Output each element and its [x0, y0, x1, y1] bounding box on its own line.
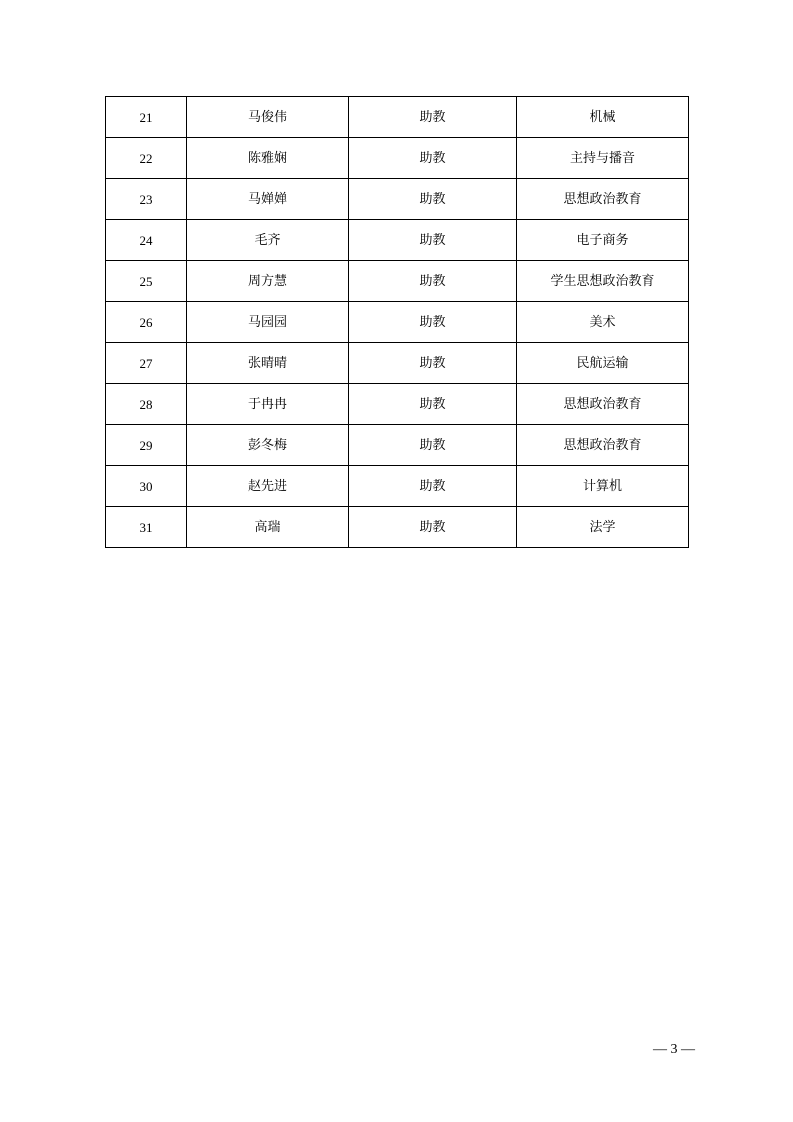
- major: 民航运输: [517, 343, 689, 384]
- job-title: 助教: [349, 220, 517, 261]
- major: 思想政治教育: [517, 425, 689, 466]
- table-row: [106, 97, 689, 138]
- person-name: 张晴晴: [187, 343, 349, 384]
- job-title: 助教: [349, 425, 517, 466]
- staff-table: [105, 96, 689, 548]
- table-row: [106, 179, 689, 220]
- person-name: 赵先进: [187, 466, 349, 507]
- row-number: 22: [106, 138, 187, 179]
- job-title: 助教: [349, 343, 517, 384]
- person-name: 马俊伟: [187, 97, 349, 138]
- person-name: 彭冬梅: [187, 425, 349, 466]
- major: 主持与播音: [517, 138, 689, 179]
- person-name: 周方慧: [187, 261, 349, 302]
- page-number: — 3 —: [653, 1042, 695, 1057]
- row-number: 31: [106, 507, 187, 548]
- job-title: 助教: [349, 179, 517, 220]
- job-title: 助教: [349, 261, 517, 302]
- row-number: 28: [106, 384, 187, 425]
- person-name: 马婵婵: [187, 179, 349, 220]
- job-title: 助教: [349, 302, 517, 343]
- table-row: [106, 384, 689, 425]
- major: 思想政治教育: [517, 179, 689, 220]
- row-number: 29: [106, 425, 187, 466]
- job-title: 助教: [349, 466, 517, 507]
- person-name: 马园园: [187, 302, 349, 343]
- table-row: [106, 507, 689, 548]
- row-number: 24: [106, 220, 187, 261]
- staff-table-body: [106, 97, 689, 548]
- job-title: 助教: [349, 507, 517, 548]
- major: 思想政治教育: [517, 384, 689, 425]
- table-row: [106, 302, 689, 343]
- major: 计算机: [517, 466, 689, 507]
- major: 学生思想政治教育: [517, 261, 689, 302]
- row-number: 21: [106, 97, 187, 138]
- row-number: 30: [106, 466, 187, 507]
- person-name: 毛齐: [187, 220, 349, 261]
- major: 法学: [517, 507, 689, 548]
- job-title: 助教: [349, 138, 517, 179]
- table-row: [106, 425, 689, 466]
- major: 机械: [517, 97, 689, 138]
- row-number: 27: [106, 343, 187, 384]
- person-name: 陈雅娴: [187, 138, 349, 179]
- table-row: [106, 220, 689, 261]
- major: 美术: [517, 302, 689, 343]
- person-name: 于冉冉: [187, 384, 349, 425]
- person-name: 高瑞: [187, 507, 349, 548]
- table-row: [106, 466, 689, 507]
- row-number: 23: [106, 179, 187, 220]
- job-title: 助教: [349, 384, 517, 425]
- row-number: 26: [106, 302, 187, 343]
- table-row: [106, 138, 689, 179]
- table-row: [106, 343, 689, 384]
- major: 电子商务: [517, 220, 689, 261]
- job-title: 助教: [349, 97, 517, 138]
- row-number: 25: [106, 261, 187, 302]
- table-row: [106, 261, 689, 302]
